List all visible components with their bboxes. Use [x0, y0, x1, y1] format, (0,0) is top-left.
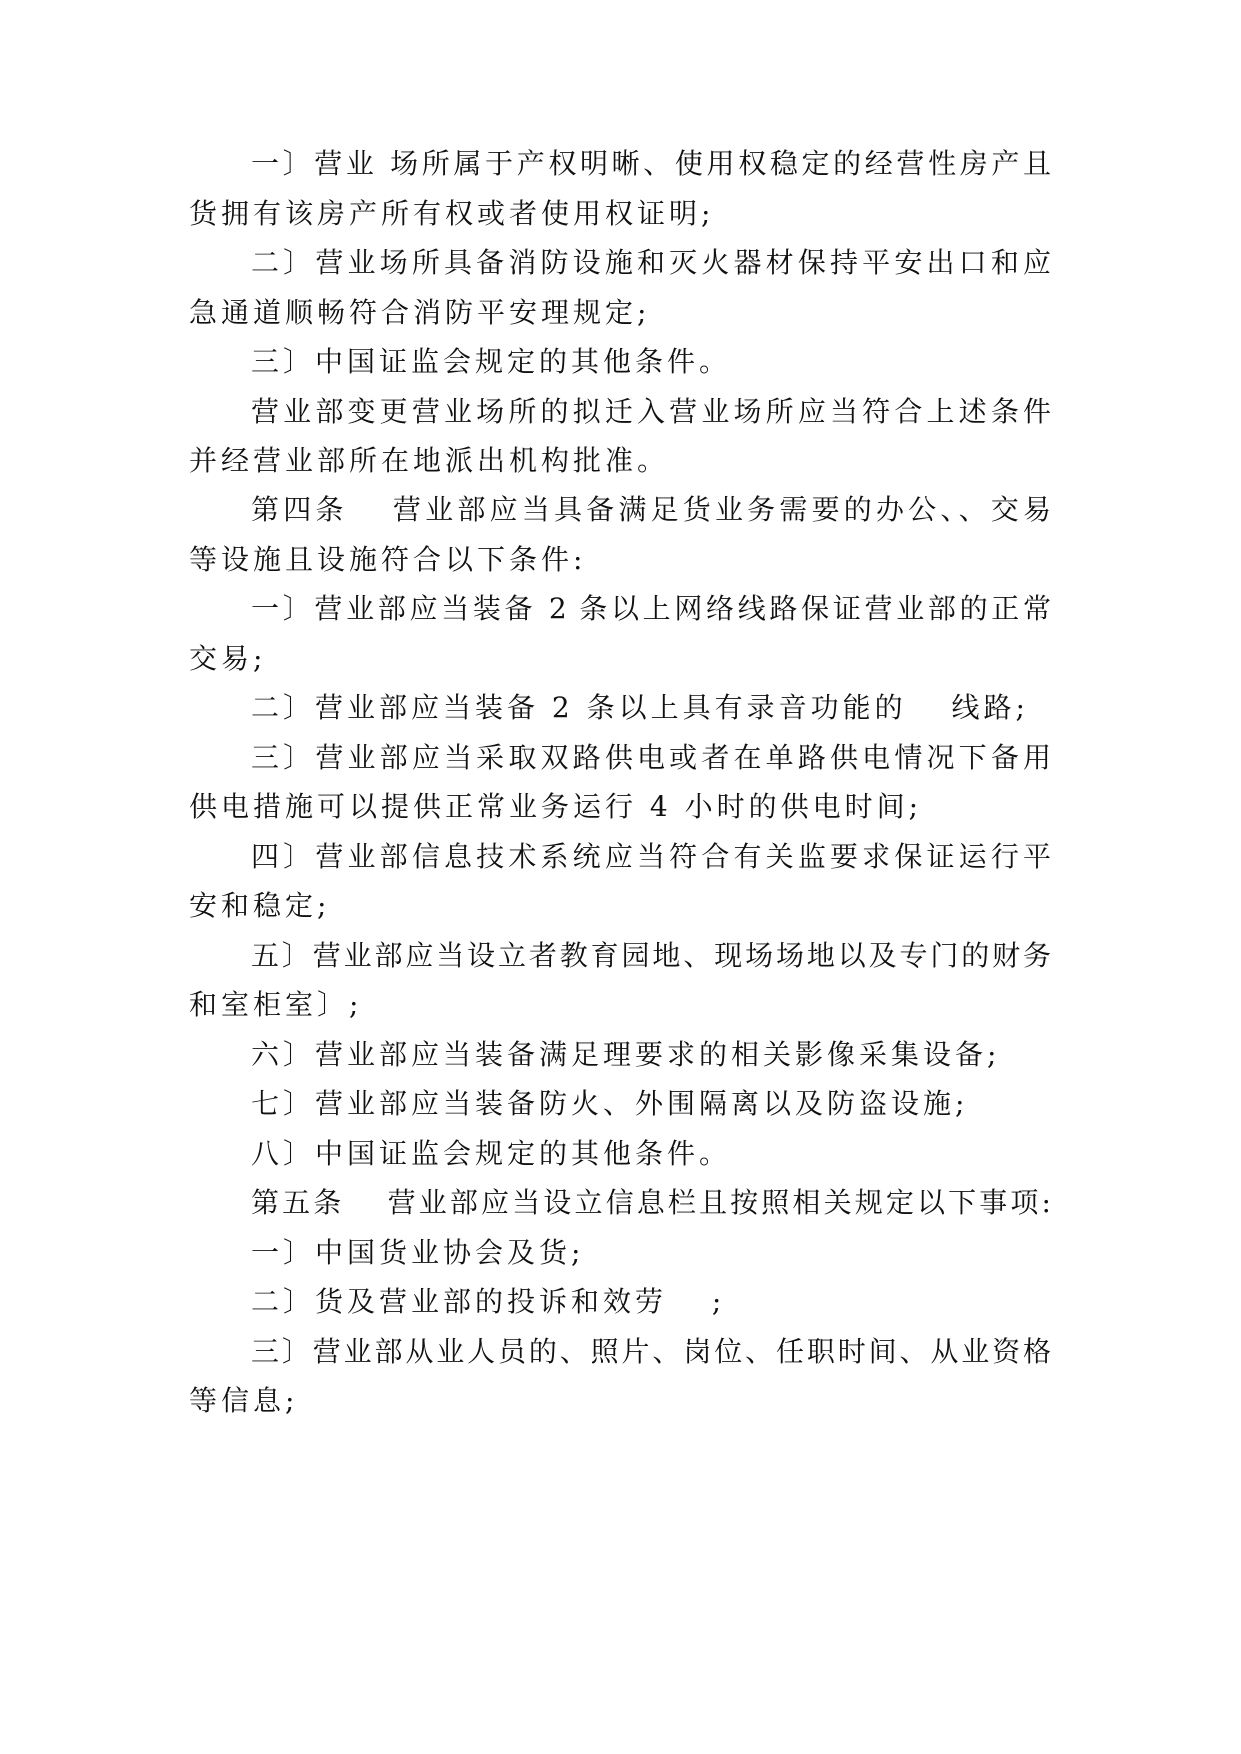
- article-heading-line: 第四条 营业部应当具备满足货业务需要的办公、、交易: [251, 493, 1051, 526]
- article-heading-line: 第五条 营业部应当设立信息栏且按照相关规定以下事项:: [251, 1186, 1051, 1219]
- paragraph-line: 一〕营业部应当装备 2 条以上网络线路保证营业部的正常: [251, 592, 1051, 625]
- paragraph-line: 一〕营业 场所属于产权明晰、使用权稳定的经营性房产且: [251, 147, 1051, 180]
- paragraph-line: 急通道顺畅符合消防平安理规定;: [189, 296, 651, 329]
- paragraph-line: 三〕营业部应当采取双路供电或者在单路供电情况下备用: [251, 741, 1051, 774]
- paragraph-line: 四〕营业部信息技术系统应当符合有关监要求保证运行平: [251, 840, 1051, 873]
- paragraph-line: 和室柜室〕;: [189, 988, 363, 1021]
- paragraph-line: 交易;: [189, 642, 267, 675]
- paragraph-line: 八〕中国证监会规定的其他条件。: [251, 1137, 732, 1170]
- paragraph-line: 货拥有该房产所有权或者使用权证明;: [189, 197, 715, 230]
- paragraph-line: 等信息;: [189, 1384, 299, 1417]
- paragraph-line: 一〕中国货业协会及货;: [251, 1236, 585, 1269]
- paragraph-line: 等设施且设施符合以下条件:: [189, 543, 587, 576]
- paragraph-line: 二〕营业场所具备消防设施和灭火器材保持平安出口和应: [251, 246, 1051, 279]
- paragraph-line: 并经营业部所在地派出机构批准。: [189, 444, 670, 477]
- paragraph-line: 安和稳定;: [189, 889, 331, 922]
- paragraph-line: 七〕营业部应当装备防火、外围隔离以及防盗设施;: [251, 1087, 969, 1120]
- paragraph-line: 五〕营业部应当设立者教育园地、现场场地以及专门的财务: [251, 939, 1051, 972]
- paragraph-line: 六〕营业部应当装备满足理要求的相关影像采集设备;: [251, 1038, 1001, 1071]
- paragraph-line: 三〕中国证监会规定的其他条件。: [251, 345, 732, 378]
- paragraph-line: 二〕货及营业部的投诉和效劳 ;: [251, 1285, 726, 1318]
- paragraph-line: 营业部变更营业场所的拟迁入营业场所应当符合上述条件: [251, 395, 1051, 428]
- paragraph-line: 二〕营业部应当装备 2 条以上具有录音功能的 线路;: [251, 691, 1029, 724]
- paragraph-line: 供电措施可以提供正常业务运行 4 小时的供电时间;: [189, 790, 923, 823]
- paragraph-line: 三〕营业部从业人员的、照片、岗位、任职时间、从业资格: [251, 1335, 1051, 1368]
